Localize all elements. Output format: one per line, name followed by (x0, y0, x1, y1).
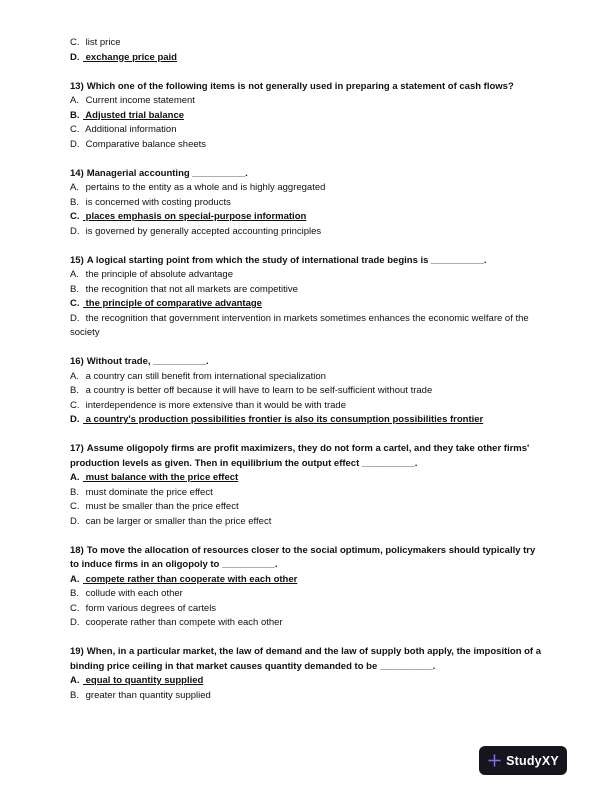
option-label: C. (70, 602, 80, 614)
question-option (70, 587, 545, 602)
answer-option (70, 210, 545, 225)
logo-text: StudyXY (506, 753, 559, 768)
answer-option (70, 471, 545, 486)
question-number: 13) (70, 80, 84, 92)
question-option (70, 268, 545, 283)
question-block (70, 167, 545, 240)
studyxy-logo (479, 746, 567, 775)
question-stem-text: Assume oligopoly firms are profit maximizers, they do not form a cartel, and they take other firms' production levels as given. Then in equilibrium the output effect __________. (70, 443, 530, 469)
option-text: a country's production possibilities frontier is also its consumption possibilities frontier (83, 414, 484, 425)
option-label: C. (70, 399, 80, 411)
option-text: form various degrees of cartels (83, 602, 217, 614)
option-label: C. (70, 124, 80, 135)
option-label: C. (70, 211, 80, 222)
option-text: greater than quantity supplied (83, 689, 211, 701)
question-stem-text: A logical starting point from which the study of international trade begins is __________. (86, 254, 487, 266)
option-text: interdependence is more extensive than it would be with trade (83, 399, 346, 411)
question-number: 19) (70, 646, 84, 657)
option-text: must dominate the price effect (83, 486, 213, 498)
question-stem-text: Which one of the following items is not generally used in preparing a statement of cash flows? (86, 80, 514, 92)
question-option (70, 225, 545, 240)
option-label: D. (70, 414, 80, 425)
question-stem (70, 80, 545, 95)
question-number: 16) (70, 356, 84, 367)
question-block (70, 355, 545, 428)
option-text: exchange price paid (83, 51, 177, 63)
option-text: Adjusted trial balance (83, 109, 185, 121)
question-number: 18) (70, 544, 84, 556)
option-label: A. (70, 370, 79, 382)
option-label: C. (70, 501, 80, 512)
question-option (70, 384, 545, 399)
question-stem (70, 167, 545, 182)
question-block (70, 254, 545, 341)
option-text: Comparative balance sheets (83, 138, 207, 150)
option-text: is governed by generally accepted accounting principles (83, 225, 322, 237)
option-label: A. (70, 675, 80, 686)
option-label: D. (70, 138, 80, 150)
option-label: D. (70, 617, 80, 628)
option-text: collude with each other (83, 588, 183, 599)
option-text: cooperate rather than compete with each other (83, 617, 283, 628)
question-option (70, 94, 545, 109)
question-block (70, 544, 545, 631)
question-stem-text: When, in a particular market, the law of demand and the law of supply both apply, the imposition of a binding price ceiling in that market causes quantity demanded to be __________. (70, 646, 542, 672)
question-number: 15) (70, 254, 84, 266)
question-option (70, 312, 545, 341)
option-label: B. (70, 109, 80, 121)
option-label: D. (70, 225, 80, 237)
option-label: B. (70, 588, 79, 599)
question-stem-text: Without trade, __________. (86, 356, 209, 367)
option-label: A. (70, 472, 80, 483)
question-number: 14) (70, 167, 84, 179)
option-text: a country can still benefit from international specialization (83, 370, 326, 382)
answer-option (70, 674, 545, 689)
question-option (70, 138, 545, 153)
answer-option (70, 573, 545, 588)
answer-option (70, 413, 545, 428)
option-text: Current income statement (83, 95, 195, 106)
option-label: D. (70, 51, 80, 63)
question-option (70, 689, 545, 704)
question-stem (70, 355, 545, 370)
option-label: D. (70, 515, 80, 527)
question-list (70, 36, 545, 703)
question-option (70, 196, 545, 211)
option-text: Additional information (83, 124, 177, 135)
question-option (70, 399, 545, 414)
question-option (70, 602, 545, 617)
option-label: C. (70, 37, 80, 48)
option-text: is concerned with costing products (83, 196, 231, 208)
option-label: A. (70, 182, 79, 193)
option-text: list price (83, 37, 121, 48)
option-text: the principle of absolute advantage (83, 269, 233, 280)
option-text: equal to quantity supplied (83, 675, 204, 686)
question-option (70, 500, 545, 515)
option-text: the recognition that government intervention in markets sometimes enhances the economic welfare of the society (70, 312, 529, 338)
option-text: can be larger or smaller than the price effect (83, 515, 272, 527)
option-text: pertains to the entity as a whole and is highly aggregated (83, 182, 326, 193)
option-label: C. (70, 298, 80, 309)
plus-icon (487, 753, 502, 768)
question-block (70, 442, 545, 529)
option-text: places emphasis on special-purpose information (83, 211, 307, 222)
question-stem-text: Managerial accounting __________. (86, 167, 248, 179)
option-label: B. (70, 283, 79, 295)
question-option (70, 486, 545, 501)
option-text: must balance with the price effect (83, 472, 239, 483)
question-stem (70, 645, 545, 674)
question-block (70, 645, 545, 703)
option-text: compete rather than cooperate with each other (83, 573, 298, 585)
option-label: A. (70, 95, 79, 106)
question-option (70, 181, 545, 196)
answer-option (70, 51, 545, 66)
option-label: B. (70, 196, 79, 208)
option-label: A. (70, 573, 80, 585)
option-label: B. (70, 689, 79, 701)
question-stem (70, 544, 545, 573)
question-stem (70, 254, 545, 269)
answer-option (70, 109, 545, 124)
option-label: B. (70, 385, 79, 396)
question-option (70, 370, 545, 385)
question-option (70, 36, 545, 51)
option-text: a country is better off because it will have to learn to be self-sufficient without trade (83, 385, 433, 396)
option-label: B. (70, 486, 79, 498)
question-option (70, 123, 545, 138)
answer-option (70, 297, 545, 312)
question-number: 17) (70, 443, 84, 454)
question-stem-text: To move the allocation of resources closer to the social optimum, policymakers should typically try to induce firms in an oligopoly to __________. (70, 544, 536, 570)
question-stem (70, 442, 545, 471)
option-text: the principle of comparative advantage (83, 298, 262, 309)
question-option (70, 283, 545, 298)
question-block (70, 80, 545, 153)
option-label: A. (70, 269, 79, 280)
question-option (70, 616, 545, 631)
option-label: D. (70, 312, 80, 324)
question-block-partial (70, 36, 545, 65)
option-text: must be smaller than the price effect (83, 501, 239, 512)
option-text: the recognition that not all markets are competitive (83, 283, 298, 295)
question-option (70, 515, 545, 530)
